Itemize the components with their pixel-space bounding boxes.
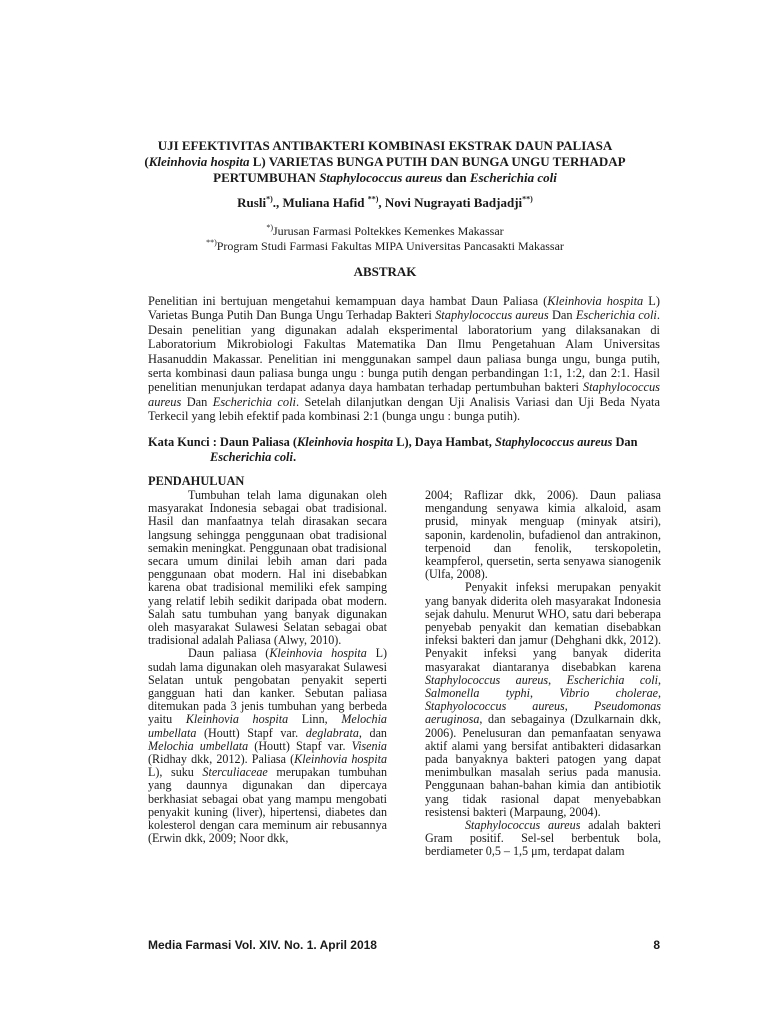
body-italic: Staphylococcus aureus bbox=[425, 672, 549, 687]
abstract-text: Dan bbox=[548, 308, 576, 323]
right-paragraph-1: 2004; Raflizar dkk, 2006). Daun paliasa mengandung senyawa kimia alkaloid, asam prusid, minyak menguap (minyak atsiri), saponin, kardenolin, bufadienol dan antrakinon, terpenoid dan fenolik, terskopoletin, keampferol, quersetin, serta senyawa sianogenik (Ulfa, 2008). bbox=[425, 488, 661, 582]
body-text: (Houtt) Stapf var. bbox=[248, 738, 352, 753]
title-species-1: Kleinhovia hospita bbox=[148, 154, 250, 169]
body-text: adalah bakteri Gram positif. Sel-sel berbentuk bola, berdiameter 0,5 – 1,5 μm, terdapat dalam bbox=[425, 818, 661, 859]
body-italic: Salmonella typhi bbox=[425, 686, 530, 701]
journal-citation: Media Farmasi Vol. XIV. No. 1. April 2018 bbox=[148, 938, 377, 952]
left-paragraph-1: Tumbuhan telah lama digunakan oleh masyarakat Indonesia sebagai obat tradisional. Hasil dan manfaatnya telah dirasakan secara langsung sehingga penggunaan obat tradisional semakin meningkat. Penggunaan obat tradisional secara umum dinilai lebih aman dari pada penggunaan obat modern. Hal ini disebabkan karena obat tradisional memiliki efek samping yang relatif lebih sedikit daripada obat modern. Salah satu tumbuhan yang banyak digunakan oleh masyarakat Sulawesi Selatan sebagai obat tradisional adalah Paliasa (Alwy, 2010). bbox=[148, 488, 387, 648]
body-italic: Staphyolococcus aureus bbox=[425, 699, 565, 714]
left-column bbox=[148, 489, 387, 845]
title-line-3-mid: dan bbox=[442, 170, 470, 185]
author-3-mark: **) bbox=[522, 194, 533, 204]
body-italic: Melochia umbellata bbox=[148, 738, 249, 753]
paper-title bbox=[110, 138, 660, 186]
title-species-2: Staphylococcus aureus bbox=[319, 170, 443, 185]
keywords-text: Kata Kunci : Daun Paliasa ( bbox=[148, 435, 298, 449]
page-number: 8 bbox=[653, 938, 660, 952]
body-text: , bbox=[657, 672, 661, 687]
body-italic: Melochia umbellata bbox=[148, 712, 387, 740]
author-2-mark: **) bbox=[367, 194, 379, 204]
abstract-heading: ABSTRAK bbox=[353, 264, 417, 279]
title-line-2 bbox=[110, 154, 660, 170]
keywords-italic: Staphylococcus aureus bbox=[494, 435, 613, 449]
body-text: L), suku bbox=[148, 765, 203, 780]
affiliation-1 bbox=[110, 224, 660, 239]
author-1: Rusli bbox=[237, 195, 267, 210]
body-italic: Sterculiaceae bbox=[202, 765, 268, 780]
body-italic: Kleinhovia hospita bbox=[269, 646, 367, 661]
abstract-italic: Escherichia coli bbox=[575, 308, 657, 323]
keywords-italic: Kleinhovia hospita bbox=[297, 435, 394, 449]
abstract-italic: Escherichia coli bbox=[212, 394, 296, 409]
title-line-2-text: L) VARIETAS BUNGA PUTIH DAN BUNGA UNGU TERHADAP bbox=[249, 154, 626, 169]
right-paragraph-3 bbox=[425, 819, 661, 859]
affiliation-2 bbox=[110, 239, 660, 254]
abstract-italic: Staphylococcus aureus bbox=[148, 380, 660, 409]
author-2: ., Muliana Hafid bbox=[272, 195, 368, 210]
body-text: Linn, bbox=[288, 712, 342, 727]
title-line-3 bbox=[110, 170, 660, 186]
right-column bbox=[425, 489, 661, 859]
body-text: Penyakit infeksi merupakan penyakit yang banyak diderita oleh masyarakat Indonesia sejak dahulu. Menurut WHO, satu dari beberapa penyebab penyakit dan kematian disebabkan infeksi bakteri dan jamur (Dehghani dkk, 2012). Penyakit infeksi yang banyak diderita masyarakat diantaranya disebabkan karena bbox=[425, 580, 661, 674]
affiliations bbox=[110, 224, 660, 254]
body-text: , dan sebagainya (Dzulkarnain dkk, 2006). Penelusuran dan pemanfaatan senyawa aktif alami yang bersifat antibakteri didasarkan pada banyaknya bakteri patogen yang dapat menimbulkan masalah serius pada manusia. Penggunaan bahan-bahan kimia dan antibiotik yang tidak rasional dapat menyebabkan resistensi bakteri (Marpaung, 2004). bbox=[425, 712, 661, 819]
section-heading: PENDAHULUAN bbox=[148, 474, 245, 488]
keywords-text: . bbox=[292, 450, 297, 464]
abstract-text: Dan bbox=[181, 394, 213, 409]
right-paragraph-2 bbox=[425, 581, 661, 819]
title-line-3-pre: PERTUMBUHAN bbox=[213, 170, 320, 185]
body-text: L) sudah lama digunakan oleh masyarakat Sulawesi Selatan untuk pengobatan penyakit seperti gangguan hati dan kanker. Sebutan paliasa ditemukan pada 3 jenis tumbuhan yang berbeda yaitu bbox=[148, 646, 387, 727]
keywords-text: Dan bbox=[612, 435, 638, 449]
abstract-body bbox=[148, 294, 660, 424]
body-text: merupakan tumbuhan yang daunnya digunakan dan dipercaya berkhasiat sebagai obat yang mampu mengobati penyakit kuning (liver), hipertensi, diabetes dan kolesterol dengan cara meminum air rebusannya (Erwin dkk, 2009; Noor dkk, bbox=[148, 765, 387, 846]
body-italic: Pseudomonas aeruginosa bbox=[425, 699, 661, 727]
body-italic: Escherichia coli bbox=[566, 672, 658, 687]
body-text: , dan bbox=[358, 725, 387, 740]
affiliation-1-mark: *) bbox=[266, 223, 274, 232]
body-text: , bbox=[529, 686, 560, 701]
affiliation-2-text: Program Studi Farmasi Fakultas MIPA Universitas Pancasakti Makassar bbox=[216, 239, 564, 253]
body-italic: deglabrata bbox=[305, 725, 359, 740]
title-paren: ( bbox=[144, 154, 149, 169]
body-italic: Kleinhovia hospita bbox=[294, 752, 387, 767]
affiliation-1-text: Jurusan Farmasi Poltekkes Kemenkes Makassar bbox=[273, 224, 504, 238]
body-text: Daun paliasa ( bbox=[188, 646, 270, 661]
title-species-3: Escherichia coli bbox=[469, 170, 557, 185]
body-italic: Visenia bbox=[351, 738, 387, 753]
abstract-text: L) Varietas Bunga Putih Dan Bunga Ungu Terhadap Bakteri bbox=[148, 294, 660, 323]
author-3: , Novi Nugrayati Badjadji bbox=[378, 195, 523, 210]
keywords-italic: Escherichia coli bbox=[210, 450, 293, 464]
abstract-text: Penelitian ini bertujuan mengetahui kemampuan daya hambat Daun Paliasa ( bbox=[148, 294, 548, 308]
author-list bbox=[110, 195, 660, 211]
author-1-mark: *) bbox=[266, 194, 273, 204]
body-italic: Vibrio cholerae bbox=[559, 686, 658, 701]
page-footer bbox=[148, 938, 660, 952]
body-italic: Staphylococcus aureus bbox=[465, 818, 581, 833]
affiliation-2-mark: **) bbox=[206, 238, 217, 247]
left-paragraph-2 bbox=[148, 647, 387, 845]
body-text: , bbox=[548, 672, 567, 687]
body-italic: Kleinhovia hospita bbox=[185, 712, 289, 727]
abstract-italic: Staphylococcus aureus bbox=[435, 308, 549, 323]
keywords-continuation bbox=[148, 450, 660, 465]
body-text: , bbox=[658, 686, 662, 701]
title-line-1: UJI EFEKTIVITAS ANTIBAKTERI KOMBINASI EKSTRAK DAUN PALIASA bbox=[157, 138, 613, 153]
keywords-text: L), Daya Hambat, bbox=[393, 435, 495, 449]
body-text: (Houtt) Stapf var. bbox=[196, 725, 306, 740]
abstract-text: . Desain penelitian yang digunakan adalah eksperimental laboratorium yang dilaksanakan di Laboratorium Mikrobiologi Fakultas Matematika Dan Ilmu Pengetahuan Alam Universitas Hasanuddin Makassar. Penelitian ini menggunakan sampel daun paliasa bunga ungu, bunga putih, serta kombinasi daun paliasa bunga ungu : bunga putih dengan perbandingan 1:1, 1:2, dan 2:1. Hasil penelitian menunjukan terdapat adanya daya hambatan terhadap pertumbuhan bakteri bbox=[148, 308, 660, 395]
body-text: (Ridhay dkk, 2012). Paliasa ( bbox=[148, 752, 295, 767]
keywords bbox=[148, 435, 660, 465]
body-text: , bbox=[564, 699, 594, 714]
abstract-text: . Setelah dilanjutkan dengan Uji Analisis Variasi dan Uji Beda Nyata Terkecil yang lebih efektif pada kombinasi 2:1 (bunga ungu : bunga putih). bbox=[148, 394, 660, 424]
abstract-italic: Kleinhovia hospita bbox=[547, 294, 644, 308]
